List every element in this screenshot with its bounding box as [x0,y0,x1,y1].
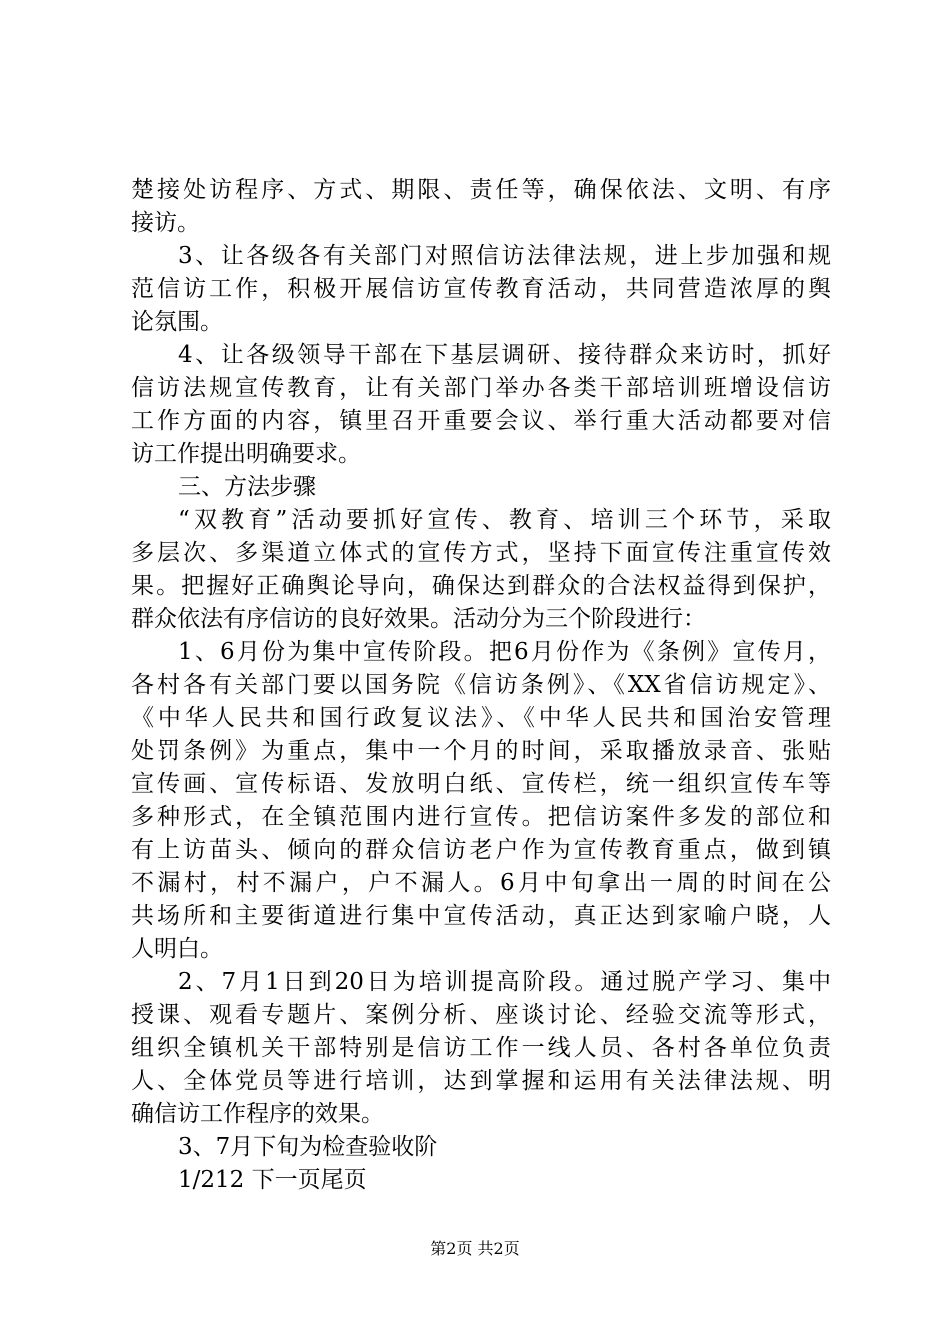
text-line: 访工作提出明确要求。 [131,441,361,467]
text-line: 共场所和主要街道进行集中宣传活动，真正达到家喻户晓，人 [131,903,831,929]
document-body [131,174,831,1197]
text-line: 果。把握好正确舆论导向，确保达到群众的合法权益得到保护， [131,573,831,599]
text-line: 宣传画、宣传标语、发放明白纸、宣传栏，统一组织宣传车等 [131,771,831,797]
text-line: 各村各有关部门要以国务院《信访条例》、《XX省信访规定》、 [131,672,831,698]
pagination-text: 1/212 下一页尾页 [178,1167,367,1193]
paragraph-start: “双教育”活动要抓好宣传、教育、培训三个环节，采取 [178,507,831,533]
text-line: 论氛围。 [131,309,223,335]
paragraph-item-3-start: 3、让各级各有关部门对照信访法律法规，进上步加强和规 [178,243,831,269]
text-line: 授课、观看专题片、案例分析、座谈讨论、经验交流等形式， [131,1002,831,1028]
text-line: 群众依法有序信访的良好效果。活动分为三个阶段进行： [131,606,706,632]
text-line: 范信访工作，积极开展信访宣传教育活动，共同营造浓厚的舆 [131,276,831,302]
text-line: 多层次、多渠道立体式的宣传方式，坚持下面宣传注重宣传效 [131,540,831,566]
paragraph-item-4-start: 4、让各级领导干部在下基层调研、接待群众来访时，抓好 [178,342,831,368]
text-line: 确信访工作程序的效果。 [131,1101,384,1127]
text-line: 不漏村，村不漏户，户不漏人。6月中旬拿出一周的时间在公 [131,870,831,896]
text-line: 处罚条例》为重点，集中一个月的时间，采取播放录音、张贴 [131,738,831,764]
section-heading: 三、方法步骤 [178,474,316,500]
text-line: 楚接处访程序、方式、期限、责任等，确保依法、文明、有序 [131,177,831,203]
paragraph-stage-3-start: 3、7月下旬为检查验收阶 [178,1134,438,1160]
text-line: 组织全镇机关干部特别是信访工作一线人员、各村各单位负责 [131,1035,831,1061]
text-line: 人明白。 [131,936,223,962]
paragraph-stage-2-start: 2、7月1日到20日为培训提高阶段。通过脱产学习、集中 [178,969,831,995]
text-line: 工作方面的内容，镇里召开重要会议、举行重大活动都要对信 [131,408,831,434]
text-line: 信访法规宣传教育，让有关部门举办各类干部培训班增设信访 [131,375,831,401]
paragraph-stage-1-start: 1、6月份为集中宣传阶段。把6月份作为《条例》宣传月， [178,639,831,665]
text-line: 《中华人民共和国行政复议法》、《中华人民共和国治安管理 [131,705,831,731]
text-line: 多种形式，在全镇范围内进行宣传。把信访案件多发的部位和 [131,804,831,830]
text-line: 有上访苗头、倾向的群众信访老户作为宣传教育重点，做到镇 [131,837,831,863]
page-number-footer: 第2页 共2页 [430,1239,520,1258]
text-line: 人、全体党员等进行培训，达到掌握和运用有关法律法规、明 [131,1068,831,1094]
text-line: 接访。 [131,210,200,236]
